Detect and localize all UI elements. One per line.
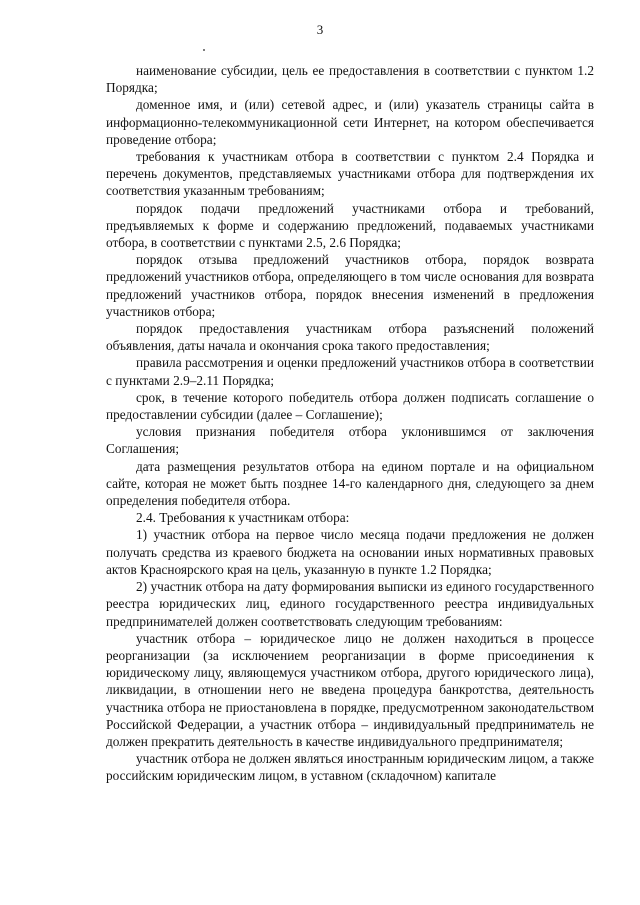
scan-dot-mark bbox=[203, 49, 205, 51]
section-heading-2-4: 2.4. Требования к участникам отбора: bbox=[136, 510, 350, 526]
paragraph-participant-requirements: требования к участникам отбора в соответствии с пунктом 2.4 Порядка и перечень документов, представляемых участниками отбора для подтверждения их соответствия указанным требованиям; bbox=[106, 149, 594, 199]
paragraph-results-publication: дата размещения результатов отбора на едином портале и на официальном сайте, которая не может быть позднее 14-го календарного дня, следующего за днем определения победителя отбора. bbox=[106, 458, 594, 509]
paragraph-requirement-1: 1) участник отбора на первое число месяца подачи предложения не должен получать средства из краевого бюджета на основании иных нормативных правовых актов Красноярского края на цель, указанную в пункте 1.2 Порядка; bbox=[106, 527, 594, 577]
paragraph-evasion-conditions: условия признания победителя отбора уклонившимся от заключения Соглашения; bbox=[106, 424, 594, 457]
paragraph-signing-deadline: срок, в течение которого победитель отбора должен подписать соглашение о предоставлении субсидии (далее – Соглашение); bbox=[106, 389, 594, 423]
paragraph-requirement-2: 2) участник отбора на дату формирования выписки из единого государственного реестра юридических лиц, единого государственного реестра индивидуальных предпринимателей должен соответствовать следующим требованиям: bbox=[106, 579, 594, 629]
page-number: 3 bbox=[316, 22, 324, 37]
paragraph-foreign-entity: участник отбора не должен являться иностранным юридическим лицом, а также российским юридическим лицом, в уставном (складочном) капитале bbox=[106, 751, 594, 784]
document-body bbox=[106, 62, 594, 785]
paragraph-proposal-withdrawal: порядок отзыва предложений участников отбора, порядок возврата предложений участников отбора, определяющего в том числе основания для возврата предложений участников отбора, порядок внесения изменений в предложения участников отбора; bbox=[106, 252, 594, 319]
paragraph-evaluation-rules: правила рассмотрения и оценки предложений участников отбора в соответствии с пунктами 2.9–2.11 Порядка; bbox=[106, 355, 594, 388]
paragraph-subsidy-name: наименование субсидии, цель ее предоставления в соответствии с пунктом 1.2 Порядка; bbox=[106, 63, 594, 96]
paragraph-proposal-submission: порядок подачи предложений участниками отбора и требований, предъявляемых к форме и содержанию предложений, подаваемых участниками отбора, в соответствии с пунктами 2.5, 2.6 Порядка; bbox=[106, 200, 594, 251]
paragraph-domain-name: доменное имя, и (или) сетевой адрес, и (или) указатель страницы сайта в информационно-телекоммуникационной сети Интернет, на котором обеспечивается проведение отбора; bbox=[106, 97, 594, 147]
paragraph-clarifications: порядок предоставления участникам отбора разъяснений положений объявления, даты начала и окончания срока такого предоставления; bbox=[106, 321, 594, 354]
paragraph-legal-entity-status: участник отбора – юридическое лицо не должен находиться в процессе реорганизации (за исключением реорганизации в форме присоединения к юридическому лицу, являющемуся участником отбора, другого юридического лица), ликвидации, в отношении него не введена процедура банкротства, деятельность участника отбора не приостановлена в порядке, предусмотренном законодательством Российской Федерации, а участник отбора – индивидуальный предприниматель не должен прекратить деятельность в качестве индивидуального предпринимателя; bbox=[106, 630, 594, 749]
